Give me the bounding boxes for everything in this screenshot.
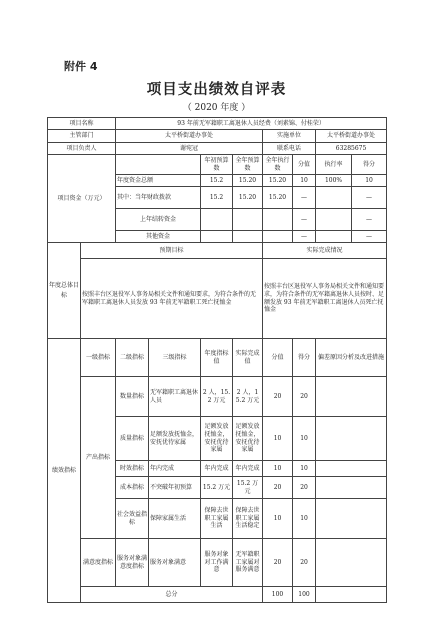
owner-value: 谢宛冠	[116, 143, 263, 155]
fund-row-label: 其中：当年财政拨款	[116, 187, 201, 209]
fund-exec	[263, 209, 293, 231]
dept-value: 太平桥街道办事处	[116, 130, 263, 143]
indicator-reason	[316, 417, 387, 461]
fund-score: —	[352, 187, 387, 209]
col-exec: 全年执行数	[263, 155, 293, 175]
indicator-weight: 20	[263, 477, 293, 499]
indicator-actual: 足额发放抚恤金，安抚优待家属	[233, 417, 263, 461]
fund-rate	[316, 209, 352, 231]
fund-row-label: 年度资金总额	[116, 175, 201, 187]
indicator-l2: 数量指标	[116, 377, 149, 417]
indicator-actual: 保障去世职工家属生活稳定	[233, 499, 263, 539]
fund-budget: 15.2	[201, 187, 233, 209]
fund-full	[233, 209, 263, 231]
fund-budget: 15.2	[201, 175, 233, 187]
impl-unit-value: 太平桥街道办事处	[316, 130, 387, 143]
indicator-score: 10	[293, 499, 316, 539]
funds-label: 项目资金（万元）	[48, 155, 116, 243]
fund-exec	[263, 231, 293, 243]
total-score: 100	[293, 587, 316, 603]
indicator-actual: 2 人，15.2 万元	[233, 377, 263, 417]
fund-score: —	[352, 231, 387, 243]
indicator-l3: 保障家属生活	[149, 499, 201, 539]
indicator-reason	[316, 461, 387, 477]
indicator-score: 10	[293, 417, 316, 461]
indicator-l3: 足额发放抚恤金，安抚优待家属	[149, 417, 201, 461]
col-level2: 二级指标	[116, 339, 149, 377]
indicator-target: 服务对象对工作满意	[201, 539, 233, 587]
fund-full: 15.20	[233, 175, 263, 187]
col-weight: 分值	[263, 339, 293, 377]
col-actual: 实际完成值	[233, 339, 263, 377]
evaluation-table	[47, 117, 387, 603]
indicator-weight: 10	[263, 499, 293, 539]
satisfaction-indicator-label: 满意度指标	[81, 539, 116, 587]
fund-rate	[316, 231, 352, 243]
indicator-target: 15.2 万元	[201, 477, 233, 499]
col-target: 年度指标值	[201, 339, 233, 377]
fund-full: 15.20	[233, 187, 263, 209]
col-score-weight: 分值	[293, 155, 316, 175]
attachment-label: 附件 4	[64, 60, 98, 73]
indicator-l3: 服务对象满意	[149, 539, 201, 587]
expected-goal-text: 按照丰台区退役军人事务局相关文件和通知要求，为符合条件的无军籍职工离退休人员发放 93 年前无军籍职工死亡抚恤金	[81, 259, 263, 339]
col-full-budget: 全年预算数	[233, 155, 263, 175]
indicator-reason	[316, 377, 387, 417]
indicator-actual: 年内完成	[233, 461, 263, 477]
fund-row-label: 其他资金	[116, 231, 201, 243]
annual-goal-label: 年度总体目标	[48, 243, 81, 339]
impl-unit-label: 实施单位	[263, 130, 316, 143]
indicator-weight: 10	[263, 461, 293, 477]
fund-weight: —	[293, 209, 316, 231]
indicator-weight: 20	[263, 539, 293, 587]
fund-exec: 15.20	[263, 187, 293, 209]
fund-budget	[201, 231, 233, 243]
indicator-target: 年内完成	[201, 461, 233, 477]
fund-weight: —	[293, 187, 316, 209]
indicator-target: 足额发放抚恤金，安抚优待家属	[201, 417, 233, 461]
indicator-score: 20	[293, 477, 316, 499]
col-score: 得分	[293, 339, 316, 377]
year-subtitle: （ 2020 年度 ）	[182, 103, 251, 113]
indicator-reason	[316, 477, 387, 499]
indicator-l3: 不突破年初预算	[149, 477, 201, 499]
indicator-score: 20	[293, 377, 316, 417]
total-label: 总分	[81, 587, 263, 603]
indicator-l3: 年内完成	[149, 461, 201, 477]
project-name-label: 项目名称	[48, 118, 116, 130]
project-name-value: 93 年前无军籍职工离退休人员经费（刘素锦、付桂荣）	[116, 118, 387, 130]
col-reason: 偏差原因分析及改进措施	[316, 339, 387, 377]
indicator-l2: 社会效益指标	[116, 499, 149, 539]
indicator-score: 10	[293, 461, 316, 477]
col-score: 得分	[352, 155, 387, 175]
actual-goal-text: 按照丰台区退役军人事务局相关文件和通知要求，为符合条件的无军籍离退休人员按时、足额发放 93 年前无军籍职工离退休人员死亡抚恤金	[263, 259, 387, 339]
indicator-target: 2 人，15.2 万元	[201, 377, 233, 417]
fund-score: 10	[352, 175, 387, 187]
col-level3: 三级指标	[149, 339, 201, 377]
indicator-l2: 时效指标	[116, 461, 149, 477]
fund-budget	[201, 209, 233, 231]
indicator-l3: 无军籍职工离退休人员	[149, 377, 201, 417]
col-exec-rate: 执行率	[316, 155, 352, 175]
phone-label: 联系电话	[263, 143, 316, 155]
indicator-target: 保障去世职工家属生活	[201, 499, 233, 539]
perf-label: 绩效指标	[48, 339, 81, 603]
page-title: 项目支出绩效自评表	[146, 82, 287, 98]
indicator-actual: 无军籍职工家属对服务满意	[233, 539, 263, 587]
indicator-l2: 成本指标	[116, 477, 149, 499]
indicator-weight: 10	[263, 417, 293, 461]
expected-goal-header: 预期目标	[81, 243, 263, 259]
col-budget: 年初预算数	[201, 155, 233, 175]
indicator-reason	[316, 539, 387, 587]
output-indicator-label: 产出指标	[81, 377, 116, 539]
indicator-l2: 服务对象满意度指标	[116, 539, 149, 587]
actual-goal-header: 实际完成情况	[263, 243, 387, 259]
fund-weight: —	[293, 231, 316, 243]
fund-rate	[316, 187, 352, 209]
fund-row-label: 上年结转资金	[116, 209, 201, 231]
indicator-actual: 15.2 万元	[233, 477, 263, 499]
fund-exec: 15.20	[263, 175, 293, 187]
dept-label: 主管部门	[48, 130, 116, 143]
fund-weight: 10	[293, 175, 316, 187]
indicator-l2: 质量指标	[116, 417, 149, 461]
indicator-weight: 20	[263, 377, 293, 417]
total-weight: 100	[263, 587, 293, 603]
col-level1: 一级指标	[81, 339, 116, 377]
indicator-reason	[316, 499, 387, 539]
owner-label: 项目负责人	[48, 143, 116, 155]
indicator-score: 20	[293, 539, 316, 587]
fund-score: —	[352, 209, 387, 231]
fund-full	[233, 231, 263, 243]
fund-rate: 100%	[316, 175, 352, 187]
phone-value: 63285675	[316, 143, 387, 155]
